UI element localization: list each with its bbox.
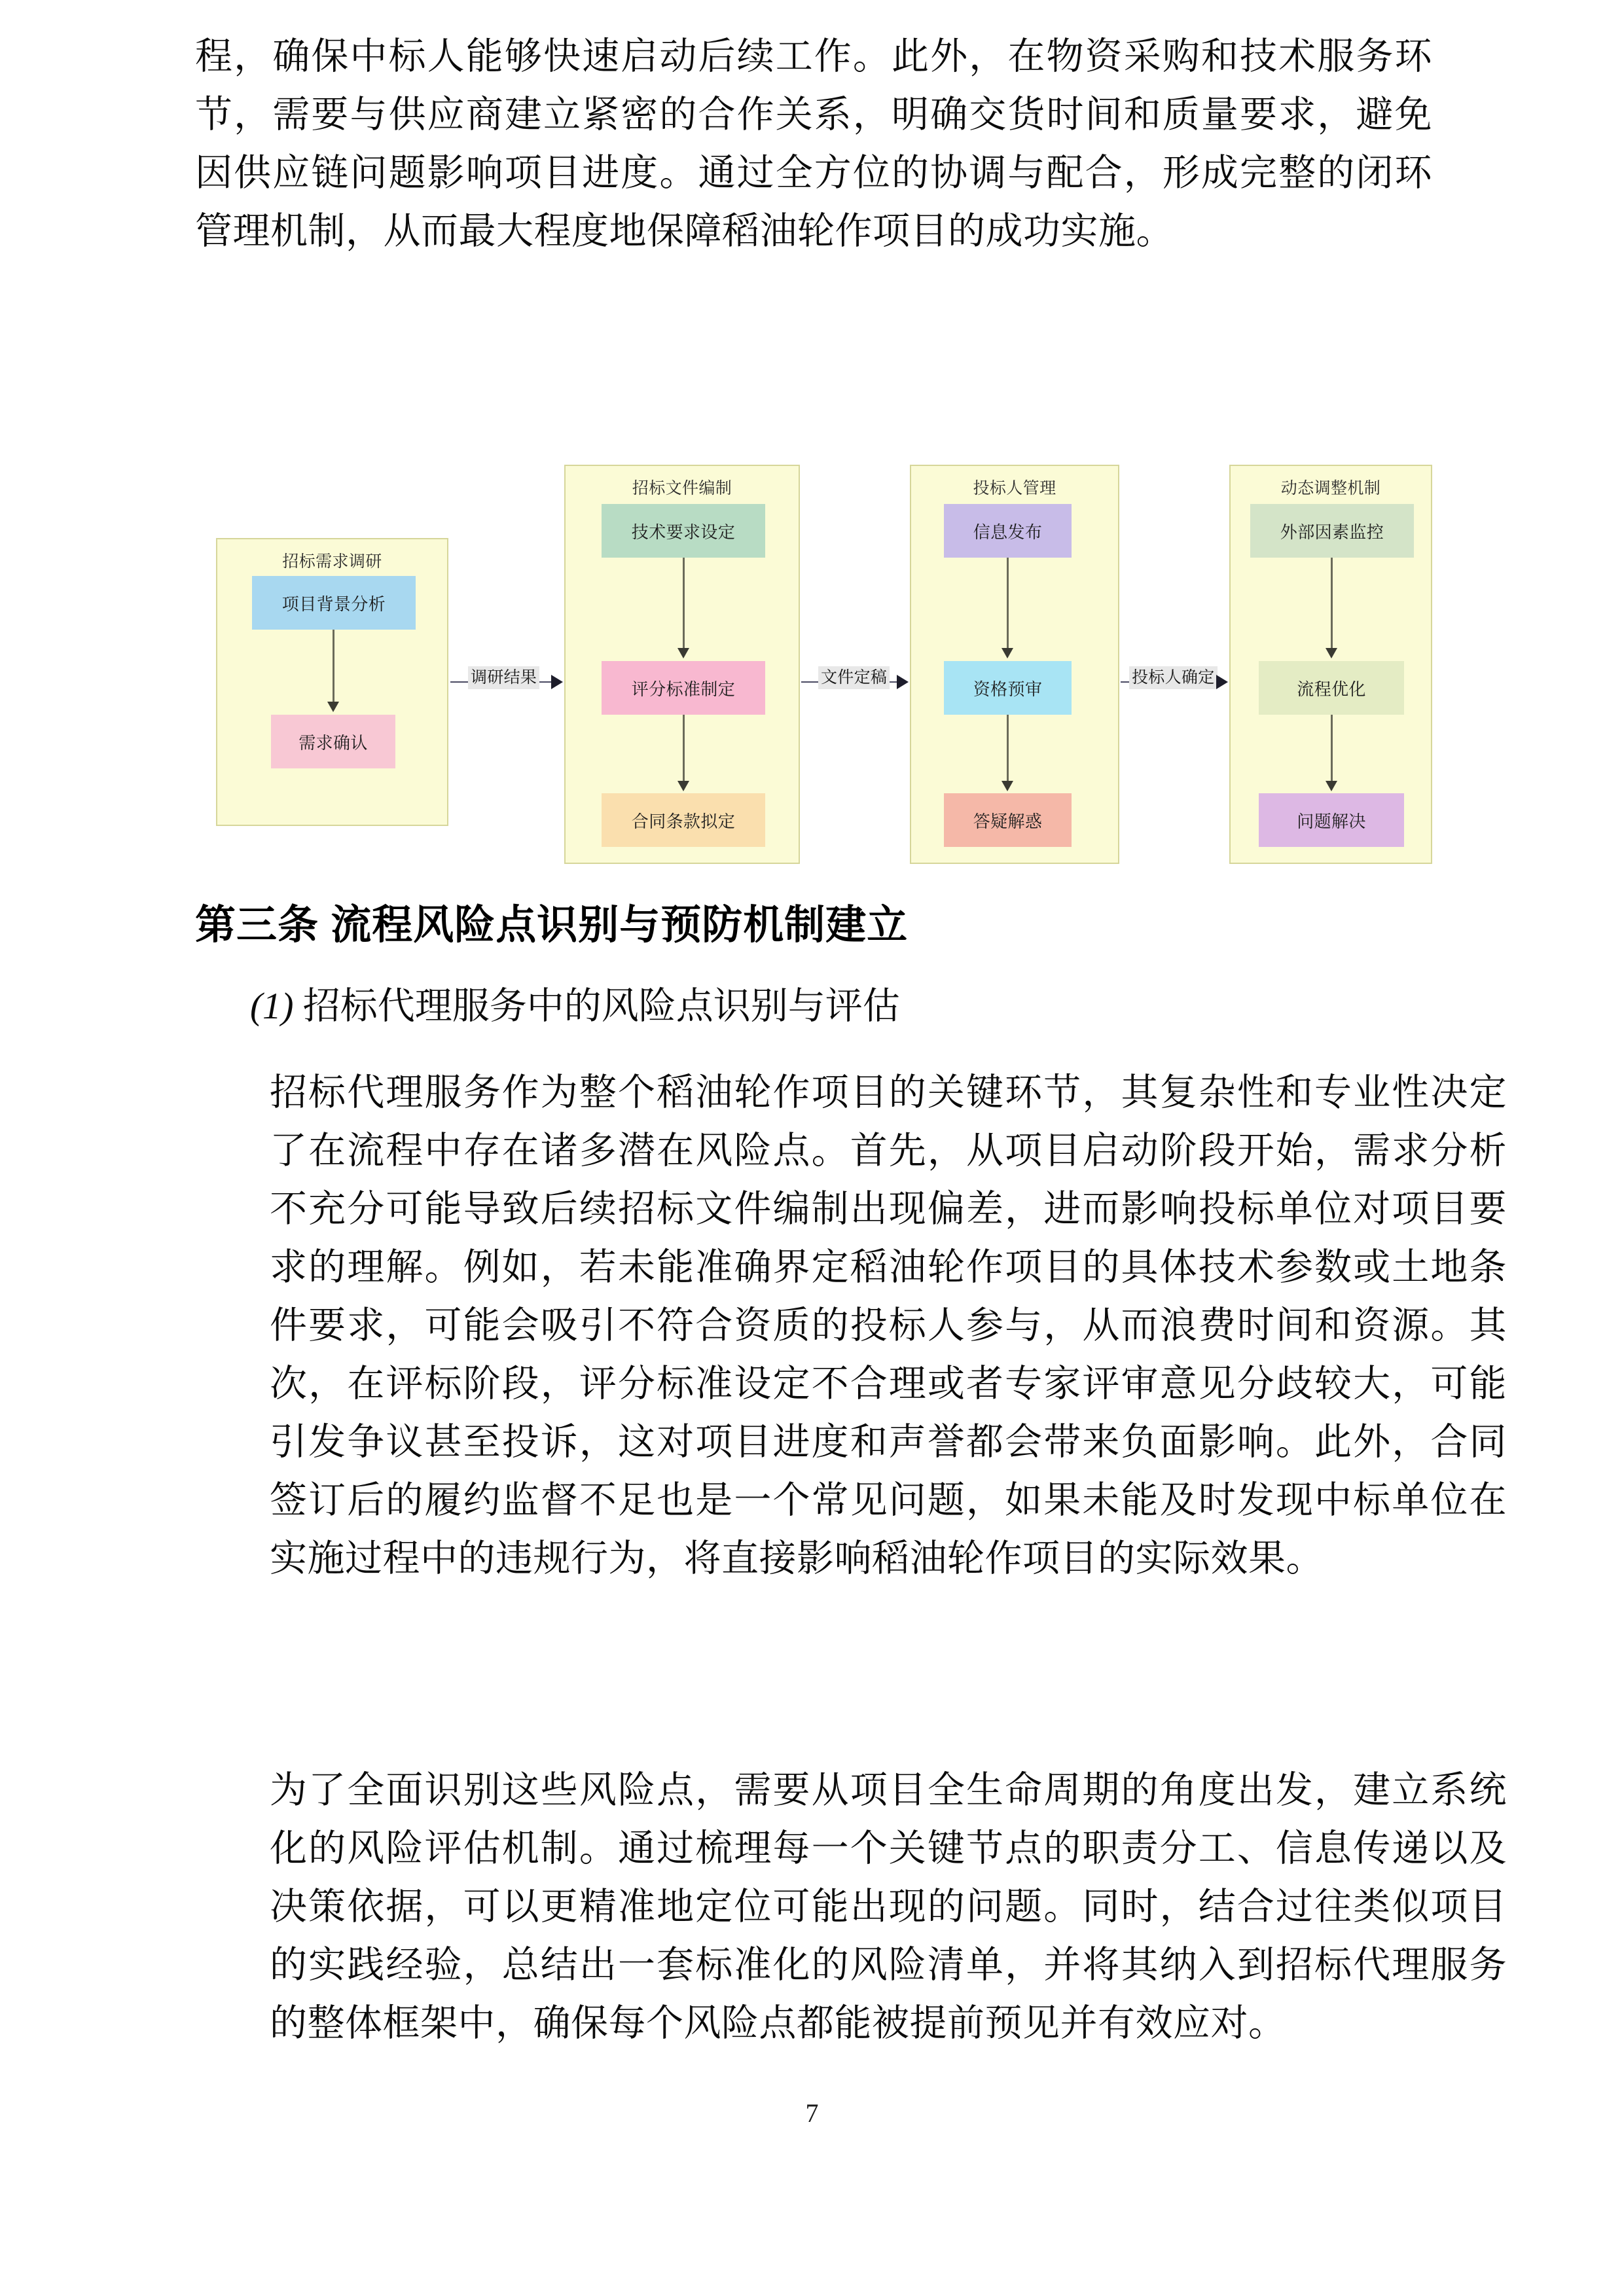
flow-group-dynamic-adjustment-mechanism <box>1229 465 1432 864</box>
connector-arrowhead <box>1326 648 1337 658</box>
flow-node-contract-terms-drafting[interactable] <box>602 793 765 847</box>
flow-node-label: 项目背景分析 <box>281 594 386 614</box>
flow-group-bidding-demand-research <box>216 538 448 826</box>
edge-arrowhead-1 <box>551 675 563 689</box>
process-flow-diagram <box>196 458 1434 864</box>
subsection-heading <box>250 978 1435 1035</box>
flow-node-label: 流程优化 <box>1297 679 1366 699</box>
flow-node-label: 技术要求设定 <box>631 522 736 542</box>
paragraph-risk-identification: 招标代理服务作为整个稻油轮作项目的关键环节，其复杂性和专业性决定了在流程中存在诸多潜在风险点。首先，从项目启动阶段开始，需求分析不充分可能导致后续招标文件编制出现偏差，进而影响投标单位对项目要求的理解。例如，若未能准确界定稻油轮作项目的具体技术参数或土地条件要求，可能会吸引不符合资质的投标人参与，从而浪费时间和资源。其次，在评标阶段，评分标准设定不合理或者专家评审意见分歧较大，可能引发争议甚至投诉，这对项目进度和声誉都会带来负面影响。此外，合同签订后的履约监督不足也是一个常见问题，如果未能及时发现中标单位在实施过程中的违规行为，将直接影响稻油轮作项目的实际效果。 <box>270 1072 1507 1579</box>
flow-node-label: 需求确认 <box>298 732 368 753</box>
flow-node-project-background-analysis[interactable] <box>252 576 416 630</box>
flow-group-title: 投标人管理 <box>973 479 1056 497</box>
flow-node-label: 合同条款拟定 <box>631 811 736 831</box>
subsection-title: 招标代理服务中的风险点识别与评估 <box>293 986 900 1027</box>
connector-line <box>1007 558 1009 654</box>
flow-node-technical-requirement-setting[interactable] <box>602 504 765 558</box>
flow-node-label: 信息发布 <box>973 522 1043 542</box>
flow-node-information-release[interactable] <box>944 504 1072 558</box>
flow-node-prequalification[interactable] <box>944 661 1072 715</box>
connector-arrowhead <box>1326 781 1337 791</box>
connector-arrowhead <box>677 781 689 791</box>
flow-node-label: 问题解决 <box>1297 811 1366 831</box>
flow-node-scoring-criteria-formulation[interactable] <box>602 661 765 715</box>
flow-node-external-factor-monitoring[interactable] <box>1250 504 1414 558</box>
connector-line <box>1007 715 1009 787</box>
connector-line <box>333 630 334 708</box>
edge-arrowhead-2 <box>897 675 909 689</box>
flow-node-label: 评分标准制定 <box>631 679 736 699</box>
flow-group-title: 动态调整机制 <box>1280 479 1381 497</box>
flow-node-label: 资格预审 <box>973 679 1043 699</box>
edge-arrowhead-3 <box>1216 675 1228 689</box>
edge-label-document-finalization: 文件定稿 <box>818 666 890 689</box>
connector-line <box>683 558 685 654</box>
connector-line <box>1331 715 1333 787</box>
connector-line <box>683 715 685 787</box>
flow-group-title: 招标文件编制 <box>632 479 732 497</box>
connector-arrowhead <box>1001 781 1013 791</box>
flow-node-demand-confirmation[interactable] <box>271 715 395 768</box>
flow-group-title: 招标需求调研 <box>282 552 382 571</box>
paragraph-continuation: 程，确保中标人能够快速启动后续工作。此外，在物资采购和技术服务环节，需要与供应商建立紧密的合作关系，明确交货时间和质量要求，避免因供应链问题影响项目进度。通过全方位的协调与配合，形成完整的闭环管理机制，从而最大程度地保障稻油轮作项目的成功实施。 <box>195 36 1432 252</box>
connector-arrowhead <box>327 702 339 712</box>
section-heading: 第三条 流程风险点识别与预防机制建立 <box>195 903 909 948</box>
flow-node-process-optimization[interactable] <box>1259 661 1404 715</box>
page-number: 7 <box>805 2098 819 2128</box>
flow-node-qa-clarification[interactable] <box>944 793 1072 847</box>
subsection-number: (1) <box>250 986 294 1027</box>
connector-arrowhead <box>677 648 689 658</box>
flow-node-problem-resolution[interactable] <box>1259 793 1404 847</box>
edge-label-bidder-determination: 投标人确定 <box>1129 666 1218 689</box>
connector-line <box>1331 558 1333 654</box>
flow-group-bidder-management <box>910 465 1119 864</box>
paragraph-risk-assessment-mechanism: 为了全面识别这些风险点，需要从项目全生命周期的角度出发，建立系统化的风险评估机制。通过梳理每一个关键节点的职责分工、信息传递以及决策依据，可以更精准地定位可能出现的问题。同时，结合过往类似项目的实践经验，总结出一套标准化的风险清单，并将其纳入到招标代理服务的整体框架中，确保每个风险点都能被提前预见并有效应对。 <box>270 1770 1507 2044</box>
flow-node-label: 答疑解惑 <box>973 811 1043 831</box>
flow-group-bidding-document-preparation <box>564 465 800 864</box>
flow-node-label: 外部因素监控 <box>1280 522 1384 542</box>
edge-label-survey-results: 调研结果 <box>468 666 539 689</box>
connector-arrowhead <box>1001 648 1013 658</box>
